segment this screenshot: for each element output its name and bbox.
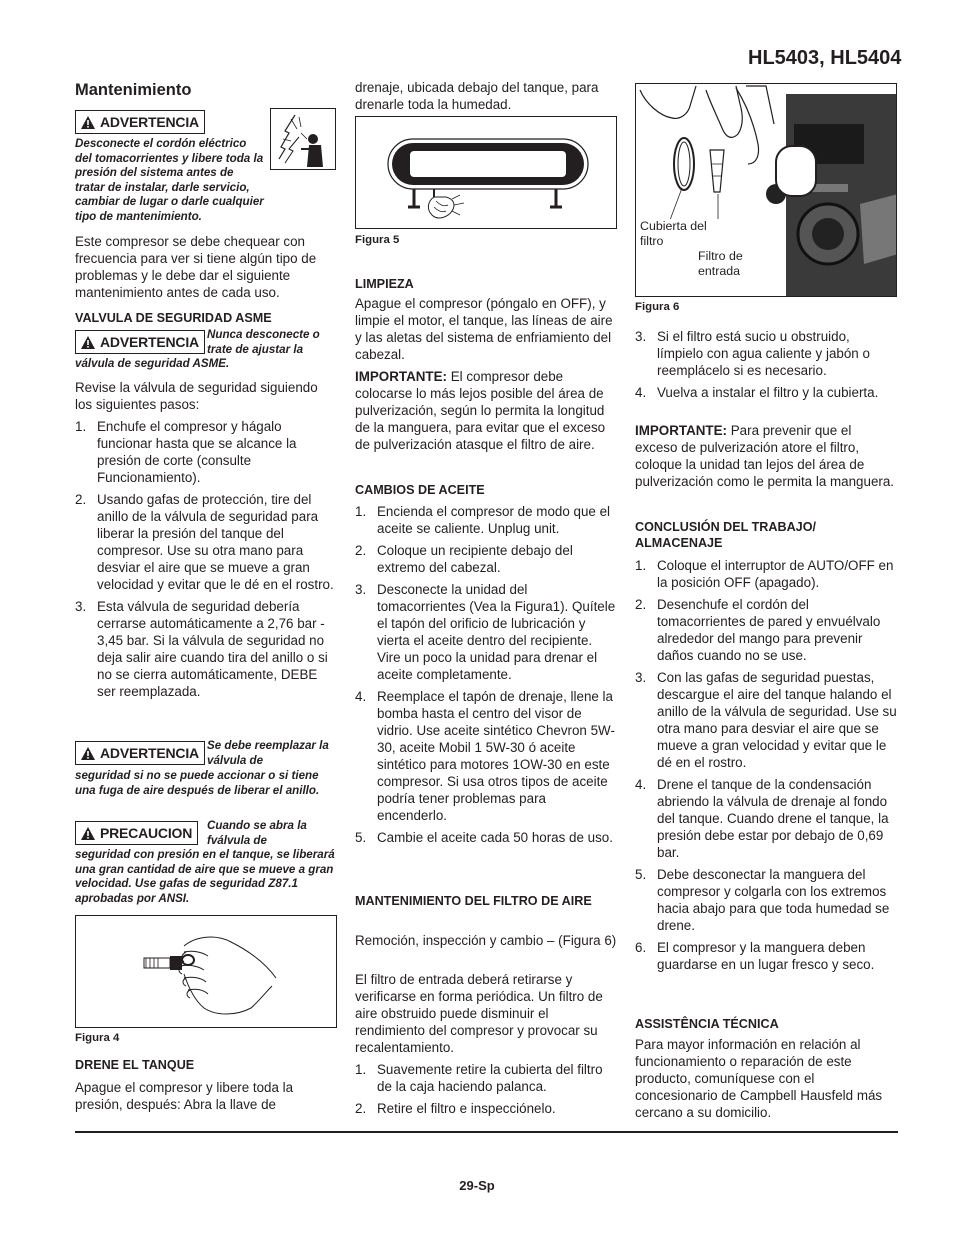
tank-illustration xyxy=(356,117,617,229)
list-item: 1. Coloque el interruptor de AUTO/OFF en la posición OFF (apagado). xyxy=(635,558,894,590)
caution-badge xyxy=(75,821,198,845)
figure-6-caption: Figura 6 xyxy=(635,301,680,313)
filter-subheading: Remoción, inspección y cambio – (Figura 6) xyxy=(355,933,617,948)
caution-text: Cuando se abra la fválvula de xyxy=(207,819,307,847)
cleaning-paragraph: Apague el compresor (póngalo en OFF), y limpie el motor, el tanque, las líneas de aire y las aletas del sistema de enfriamiento del cabezal. xyxy=(355,296,613,362)
page-number: 29-Sp xyxy=(459,1178,495,1193)
figure-5-image xyxy=(355,116,617,229)
warning-badge-label: ADVERTENCIA xyxy=(100,113,199,130)
list-item: 3. Desconecte la unidad del tomacorrientes (Vea la Figura1). Quítele el tapón del orificio de lubricación y vierta el aceite dentro del recipiente. Vire un poco la unidad para drenar el aceite completamente. xyxy=(355,582,616,682)
section-title: Mantenimiento xyxy=(75,81,192,99)
warning-triangle-icon xyxy=(80,335,96,350)
warning-triangle-icon xyxy=(80,115,96,130)
figure-4-image xyxy=(75,915,337,1028)
list-item: 1. Enchufe el compresor y hágalo funcionar hasta que se alcance la presión de corte (consulte Funcionamiento). xyxy=(75,419,297,485)
warning-text-cont: válvula de seguridad ASME. xyxy=(75,357,230,370)
intro-paragraph: Este compresor se debe chequear con frecuencia para ver si tiene algún tipo de problemas y le debe dar el siguiente mantenimiento antes de cada uso. xyxy=(75,234,317,300)
list-item: 3. Esta válvula de seguridad debería cerrarse automáticamente a 2,76 bar - 3,45 bar. Si la válvula de seguridad no deja salir aire cuando tira del anillo o si no se cierra automáticamente, DEBE ser reemplazada. xyxy=(75,599,328,699)
drain-paragraph-cont: drenaje, ubicada debajo del tanque, para drenarle toda la humedad. xyxy=(355,80,599,112)
oil-steps xyxy=(355,503,617,851)
warning-text: Nunca desconecte o trate de ajustar la xyxy=(207,328,320,356)
filter-heading: MANTENIMIENTO DEL FILTRO DE AIRE xyxy=(355,894,592,908)
list-item: 5. Cambie el aceite cada 50 horas de uso. xyxy=(355,830,613,845)
filter-label: Filtro de entrada xyxy=(698,249,768,279)
list-item: 4. Drene el tanque de la condensación abriendo la válvula de drenaje al fondo del tanque. Cuando drene el tanque, la presión debe estar por debajo de 0,69 bar. xyxy=(635,777,889,860)
storage-steps xyxy=(635,557,897,978)
filter-steps-cont xyxy=(635,328,897,406)
important-paragraph: IMPORTANTE: Para prevenir que el exceso de pulverización atore el filtro, coloque la unidad tan lejos del área de pulverización como le permita la manguera. xyxy=(635,423,895,489)
cleaning-heading: LIMPIEZA xyxy=(355,277,414,291)
valve-heading: VALVULA DE SEGURIDAD ASME xyxy=(75,311,272,325)
cover-label: Cubierta del filtro xyxy=(640,219,720,249)
footer-divider xyxy=(75,1131,898,1133)
oil-heading: CAMBIOS DE ACEITE xyxy=(355,483,485,497)
caution-text-cont: seguridad con presión en el tanque, se liberará una gran cantidad de aire que se mueve a gran velocidad. Use gafas de seguridad Z87.1 aprobadas por ANSI. xyxy=(75,848,335,905)
list-item: 3. Con las gafas de seguridad puestas, descargue el aire del tanque halando el anillo de la válvula de seguridad. Use su otra mano para desviar el aire que se mueve a gran velocidad y evitar que le dé en el rostro. xyxy=(635,670,897,770)
drain-heading: DRENE EL TANQUE xyxy=(75,1058,195,1072)
warning-text: Se debe reemplazar la válvula de xyxy=(207,739,329,767)
figure-4-caption: Figura 4 xyxy=(75,1032,120,1044)
drain-paragraph: Apague el compresor y libere toda la presión, después: Abra la llave de xyxy=(75,1080,294,1112)
warning-text-cont: seguridad si no se puede accionar o si tiene una fuga de aire después de liberar el anillo. xyxy=(75,769,320,797)
figure-5-caption: Figura 5 xyxy=(355,234,400,246)
list-item: 2. Desenchufe el cordón del tomacorrientes de pared y envuélvalo alrededor del mango para prevenir daños cuando no se use. xyxy=(635,597,881,663)
filter-steps xyxy=(355,1061,617,1122)
electric-shock-icon xyxy=(270,108,336,170)
storage-heading: CONCLUSIÓN DEL TRABAJO/ ALMACENAJE xyxy=(635,520,816,550)
valve-intro: Revise la válvula de seguridad siguiendo los siguientes pasos: xyxy=(75,380,318,412)
warning-text: Desconecte el cordón eléctrico del tomacorrientes y libere toda la presión del sistema antes de tratar de instalar, darle servicio, cambiar de lugar o darle cualquier tipo de mantenimiento. xyxy=(75,137,264,223)
list-item: 2. Usando gafas de protección, tire del anillo de la válvula de seguridad para liberar la presión del tanque del compresor. Use su otra mano para desviar el aire que se mueve a gran velocidad y evitar que le dé en el rostro. xyxy=(75,492,334,592)
support-paragraph: Para mayor información en relación al funcionamiento o reparación de este producto, comuníquese con el concesionario de Campbell Hausfeld más cercano a su domicilio. xyxy=(635,1037,883,1120)
warning-badge xyxy=(75,330,205,354)
warning-triangle-icon xyxy=(80,746,96,761)
list-item: 5. Debe desconectar la manguera del compresor y colgarla con los extremos hacia abajo para que toda humedad se drene. xyxy=(635,867,890,933)
filter-paragraph: El filtro de entrada deberá retirarse y verificarse en forma periódica. Un filtro de aire obstruido puede disminuir el rendimiento del compresor y provocar su recalentamiento. xyxy=(355,972,603,1055)
warning-badge-label: ADVERTENCIA xyxy=(100,744,199,761)
caution-badge-label: PRECAUCION xyxy=(100,824,193,841)
list-item: 1. Encienda el compresor de modo que el aceite se caliente. Unplug unit. xyxy=(355,504,610,536)
list-item: 2. Retire el filtro e inspecciónelo. xyxy=(355,1101,556,1116)
support-heading: ASSISTÊNCIA TÉCNICA xyxy=(635,1017,779,1031)
list-item: 4. Reemplace el tapón de drenaje, llene la bomba hasta el centro del visor de vidrio. Use aceite sintético Chevron 5W-30, aceite Mobil 1 5W-30 ó aceite sintético para motores 1OW-30 en este compresor. Si usa otros tipos de aceite podría tener problemas para encenderlo. xyxy=(355,689,615,823)
warning-triangle-icon xyxy=(80,826,96,841)
figure-6-image xyxy=(635,83,897,297)
warning-badge xyxy=(75,741,205,765)
list-item: 2. Coloque un recipiente debajo del extremo del cabezal. xyxy=(355,543,573,575)
warning-badge xyxy=(75,110,205,134)
important-paragraph: IMPORTANTE: El compresor debe colocarse lo más lejos posible del área de pulverización, según lo permita la longitud de la manguera, para evitar que el exceso de pulverización atasque el filtro de aire. xyxy=(355,369,606,452)
list-item: 4. Vuelva a instalar el filtro y la cubierta. xyxy=(635,385,879,400)
list-item: 3. Si el filtro está sucio u obstruido, límpielo con agua caliente y jabón o reemplácelo si es necesario. xyxy=(635,329,870,378)
list-item: 1. Suavemente retire la cubierta del filtro de la caja haciendo palanca. xyxy=(355,1062,603,1094)
hand-pulling-ring-illustration xyxy=(76,916,337,1028)
valve-steps xyxy=(75,418,337,705)
list-item: 6. El compresor y la manguera deben guardarse en un lugar fresco y seco. xyxy=(635,940,875,972)
model-title: HL5403, HL5404 xyxy=(748,47,902,69)
warning-badge-label: ADVERTENCIA xyxy=(100,333,199,350)
